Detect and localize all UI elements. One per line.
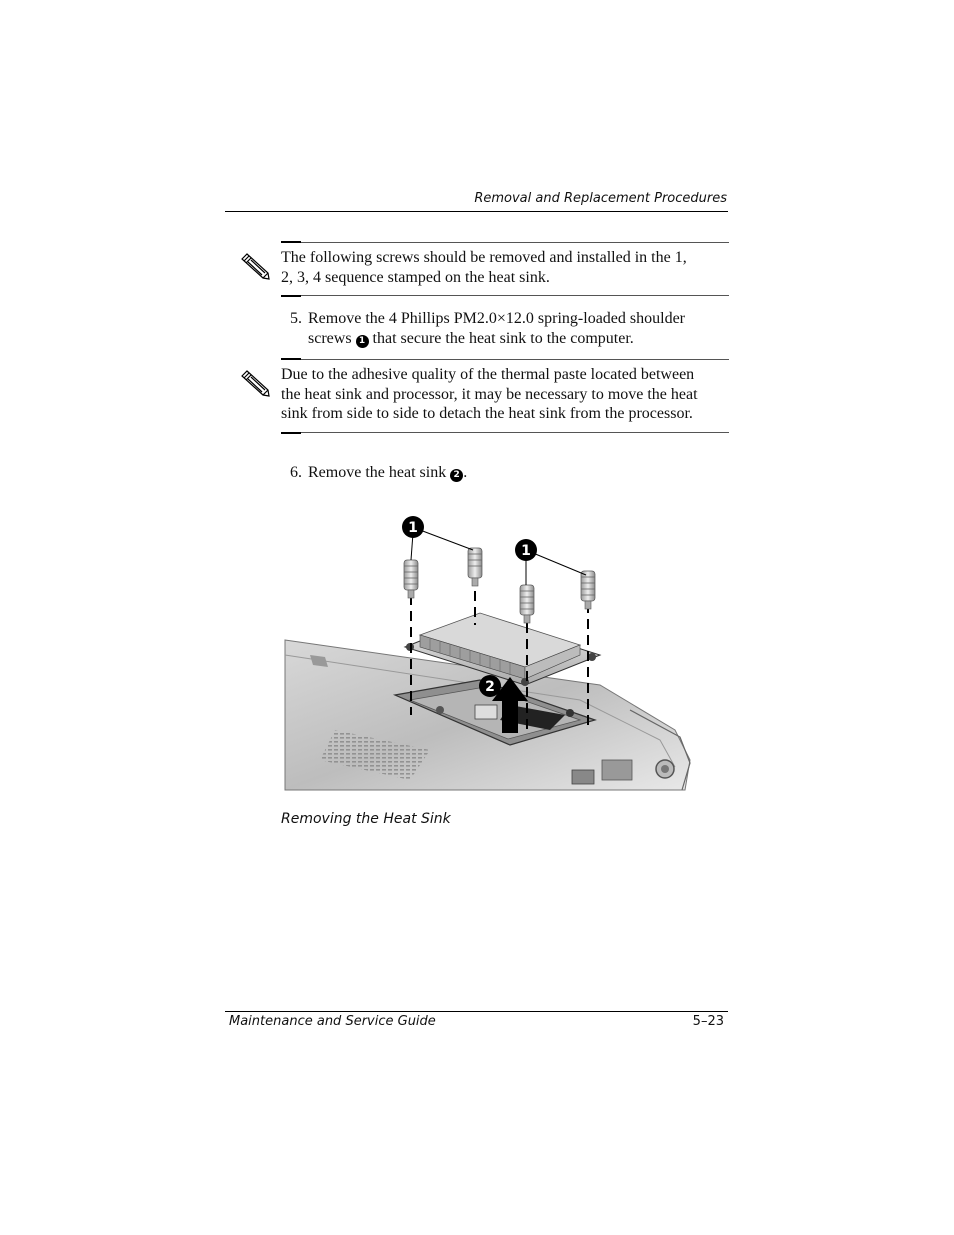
step-number: 5. — [290, 310, 302, 327]
header-rule — [225, 211, 728, 212]
note-box-thermal-paste — [281, 359, 729, 433]
callout-1-left — [402, 516, 424, 538]
footer-guide-title: Maintenance and Service Guide — [229, 1014, 436, 1029]
callout-2 — [479, 675, 501, 697]
svg-text:1: 1 — [521, 543, 531, 559]
step-text-end: . — [463, 464, 468, 481]
heat-sink-removal-illustration — [280, 505, 700, 795]
note-box-screw-sequence — [281, 242, 729, 296]
callout-1-right — [515, 539, 537, 561]
pencil-note-icon — [239, 251, 271, 281]
svg-text:1: 1 — [408, 520, 418, 536]
figure-caption: Removing the Heat Sink — [281, 811, 451, 827]
running-head: Removal and Replacement Procedures — [474, 191, 727, 206]
step-number: 6. — [290, 464, 302, 481]
note-text: Due to the adhesive quality of the thermal paste located between the heat sink and processor, it may be necessary to move the heat sink from side to side to detach the heat sink from the processor. — [281, 366, 698, 422]
step-text-end: that secure the heat sink to the computer. — [372, 329, 634, 347]
callout-2-inline: 2 — [450, 469, 463, 482]
footer-rule — [225, 1011, 728, 1012]
step-6 — [290, 463, 730, 483]
page-number: 5–23 — [692, 1014, 724, 1029]
svg-text:2: 2 — [485, 679, 495, 695]
step-5 — [290, 309, 730, 348]
note-text: The following screws should be removed and installed in the 1, 2, 3, 4 sequence stamped on the heat sink. — [281, 249, 687, 286]
step-text: Remove the 4 Phillips PM2.0×12.0 spring-loaded shoulder screws — [308, 310, 685, 347]
screws — [404, 548, 595, 623]
callout-1-inline: 1 — [356, 335, 369, 348]
pencil-note-icon — [239, 368, 271, 398]
step-text: Remove the heat sink — [308, 464, 447, 481]
